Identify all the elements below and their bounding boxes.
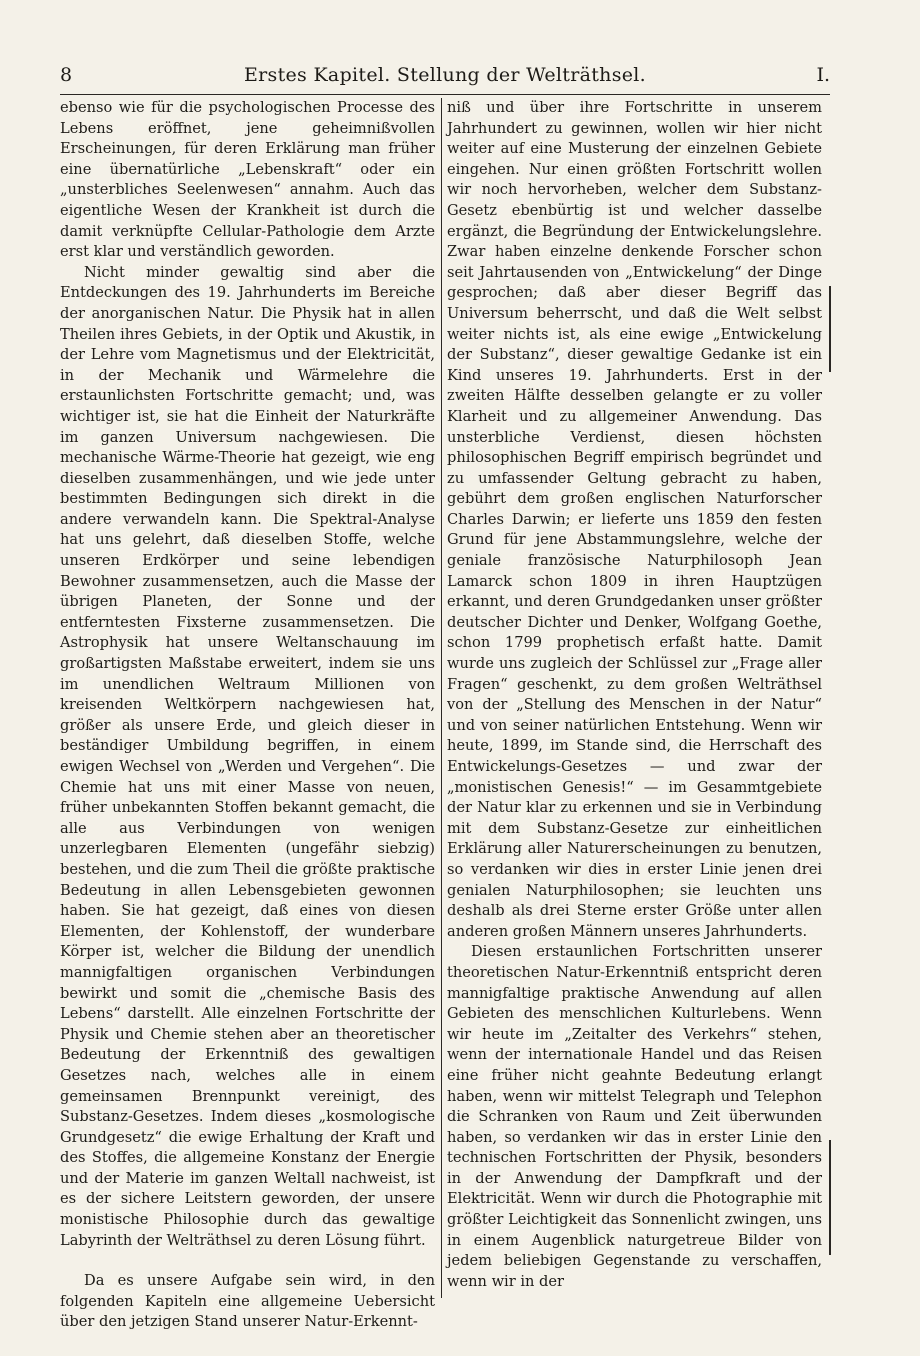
paragraph: niß und über ihre Fortschritte in unserem Jahrhundert zu gewinnen, wollen wir hier nicht weiter auf eine Musterung der einzelnen Gebiete eingehen. Nur einen größten Fortschritt wollen wir noch hervorheben, welcher dem Substanz-Gesetz ebenbürtig ist und welcher dasselbe ergänzt, die Begründung der Entwickelungslehre. Zwar haben einzelne denkende Forscher schon seit Jahrtausenden von „Entwickelung“ der Dinge gesprochen; daß aber dieser Begriff das Universum beherrscht, und daß die Welt selbst weiter nichts ist, als eine ewige „Entwickelung der Substanz“, dieser gewaltige Gedanke ist ein Kind unseres 19. Jahrhunderts. Erst in der zweiten Hälfte desselben gelangte er zu voller Klarheit und zu allgemeiner Anwendung. Das unsterbliche Verdienst, diesen höchsten philosophischen Begriff empirisch begründet und zu umfassender Geltung gebracht zu haben, gebührt dem großen englischen Naturforscher Charles Darwin; er lieferte uns 1859 den festen Grund für jene Abstammungslehre, welche der geniale französische Naturphilosoph Jean Lamarck schon 1809 in ihren Hauptzügen erkannt, und deren Grundgedanken unser größter deutscher Dichter und Denker, Wolfgang Goethe, schon 1799 prophetisch erfaßt hatte. Damit wurde uns zugleich der Schlüssel zur „Frage aller Fragen“ geschenkt, zu dem großen Welträthsel von der „Stellung des Menschen in der Natur“ und von seiner natürlichen Entstehung. Wenn wir heute, 1899, im Stande sind, die Herrschaft des Entwickelungs-Gesetzes — und zwar der „monistischen Genesis!“ — im Gesammtgebiete der Natur klar zu erkennen und sie in Verbindung mit dem Substanz-Gesetze zur einheitlichen Erklärung aller Naturerscheinungen zu benutzen, so verdanken wir dies in erster Linie jenen drei genialen Naturphilosophen; sie leuchten uns deshalb als drei Sterne erster Größe unter allen anderen großen Männern unseres Jahrhunderts. [447, 99, 822, 940]
paragraph: Da es unsere Aufgabe sein wird, in den folgenden Kapiteln eine allgemeine Uebersicht über den jetzigen Stand unserer Natur-Erkennt- [60, 1272, 435, 1331]
book-page [60, 58, 830, 1331]
section-number: I. [816, 64, 830, 86]
header-rule [60, 94, 830, 95]
right-column [447, 98, 822, 1298]
running-header [60, 58, 830, 92]
paragraph: Diesen erstaunlichen Fortschritten unserer theoretischen Natur-Erkenntniß entspricht deren mannigfaltige praktische Anwendung auf allen Gebieten des menschlichen Kulturlebens. Wenn wir heute im „Zeitalter des Verkehrs“ stehen, wenn der internationale Handel und das Reisen eine früher nicht geahnte Bedeutung erlangt haben, wenn wir mittelst Telegraph und Telephon die Schranken von Raum und Zeit überwunden haben, so verdanken wir das in erster Linie den technischen Fortschritten der Physik, besonders in der Anwendung der Dampfkraft und der Elektricität. Wenn wir durch die Photographie mit größter Leichtigkeit das Sonnenlicht zwingen, uns in einem Augenblick naturgetreue Bilder von jedem beliebigen Gegenstande zu verschaffen, wenn wir in der [447, 943, 822, 1290]
running-title: Erstes Kapitel. Stellung der Welträthsel. [243, 64, 647, 86]
page-number: 8 [60, 64, 73, 86]
paragraph: ebenso wie für die psychologischen Processe des Lebens eröffnet, jene geheimnißvollen Erscheinungen, für deren Erklärung man früher eine übernatürliche „Lebenskraft“ oder ein „unsterbliches Seelenwesen“ annahm. Auch das eigentliche Wesen der Krankheit ist durch die damit verknüpfte Cellular-Pathologie dem Arzte erst klar und verständlich geworden. [60, 99, 435, 261]
column-divider [441, 98, 442, 1298]
margin-mark [829, 1140, 831, 1255]
left-column [60, 98, 435, 1331]
margin-mark [829, 286, 831, 372]
paragraph: Nicht minder gewaltig sind aber die Entdeckungen des 19. Jahrhunderts im Bereiche der anorganischen Natur. Die Physik hat in allen Theilen ihres Gebiets, in der Optik und Akustik, in der Lehre vom Magnetismus und der Elektricität, in der Mechanik und Wärmelehre die erstaunlichsten Fortschritte gemacht; und, was wichtiger ist, sie hat die Einheit der Naturkräfte im ganzen Universum nachgewiesen. Die mechanische Wärme-Theorie hat gezeigt, wie eng dieselben zusammenhängen, und wie jede unter bestimmten Bedingungen sich direkt in die andere verwandeln kann. Die Spektral-Analyse hat uns gelehrt, daß dieselben Stoffe, welche unseren Erdkörper und seine lebendigen Bewohner zusammensetzen, auch die Masse der übrigen Planeten, der Sonne und der entferntesten Fixsterne zusammensetzen. Die Astrophysik hat unsere Weltanschauung im großartigsten Maßstabe erweitert, indem sie uns im unendlichen Weltraum Millionen von kreisenden Weltkörpern nachgewiesen hat, größer als unsere Erde, und gleich dieser in beständiger Umbildung begriffen, in einem ewigen Wechsel von „Werden und Vergehen“. Die Chemie hat uns mit einer Masse von neuen, früher unbekannten Stoffen bekannt gemacht, die alle aus Verbindungen von wenigen unzerlegbaren Elementen (ungefähr siebzig) bestehen, und die zum Theil die größte praktische Bedeutung in allen Lebensgebieten gewonnen haben. Sie hat gezeigt, daß eines von diesen Elementen, der Kohlenstoff, der wunderbare Körper ist, welcher die Bildung der unendlich mannigfaltigen organischen Verbindungen bewirkt und somit die „chemische Basis des Lebens“ darstellt. Alle einzelnen Fortschritte der Physik und Chemie stehen aber an theoretischer Bedeutung der Erkenntniß des gewaltigen Gesetzes nach, welches alle in einem gemeinsamen Brennpunkt vereinigt, des Substanz-Gesetzes. Indem dieses „kosmologische Grundgesetz“ die ewige Erhaltung der Kraft und des Stoffes, die allgemeine Konstanz der Energie und der Materie im ganzen Weltall nachweist, ist es der sichere Leitstern geworden, der unsere monistische Philosophie durch das gewaltige Labyrinth der Welträthsel zu deren Lösung führt. [60, 263, 435, 1249]
